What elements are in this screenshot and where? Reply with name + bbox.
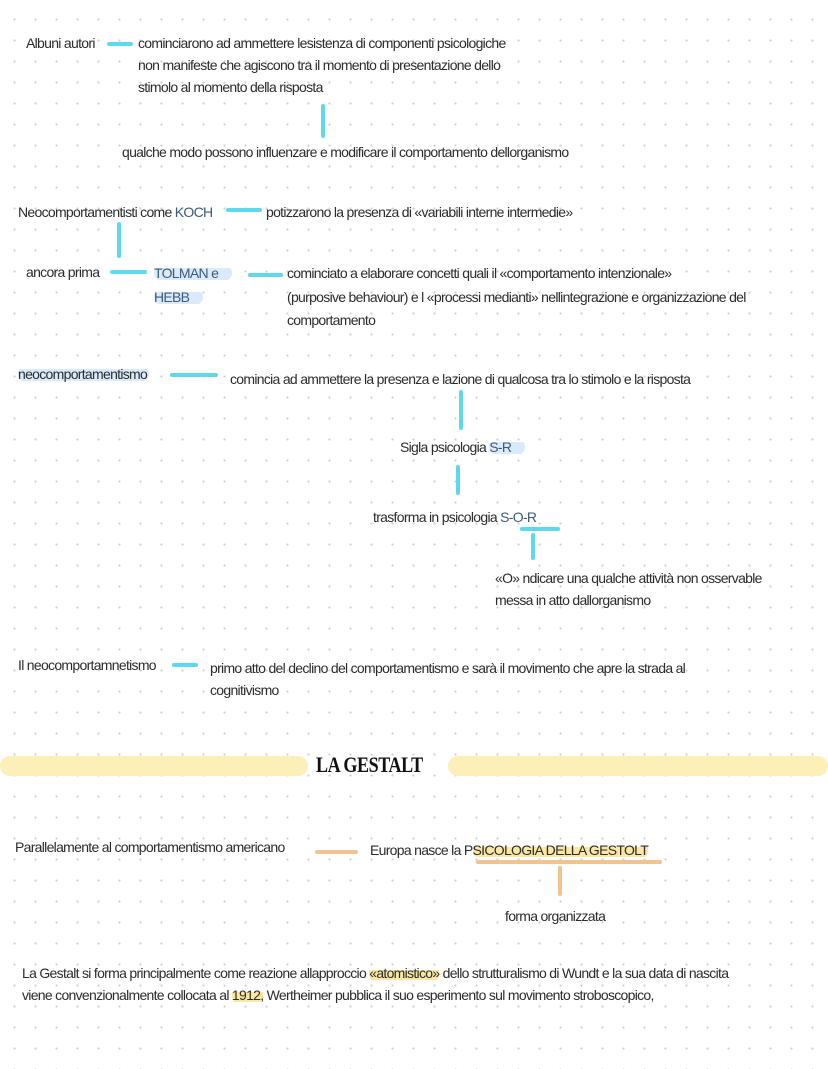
connector [107, 42, 133, 46]
sr-text: S-R [489, 439, 525, 455]
highlighted-text: SICOLOGIA DELLA GESTOLT [472, 842, 649, 858]
title-banner-right [448, 756, 828, 776]
note-line: comportamento [287, 312, 376, 328]
note-line: comincia ad ammettere la presenza e lazione di qualcosa tra lo stimolo e la risposta [230, 371, 691, 387]
connector [172, 663, 198, 667]
text: dello strutturalismo di Wundt e la sua data di nascita [439, 965, 729, 981]
label-text: neocomportamentismo [18, 366, 148, 382]
label-text: trasforma in psicologia [373, 509, 501, 525]
note-line: Parallelamente al comportamentismo americano [15, 839, 285, 855]
label-text: Sigla psicologia [400, 439, 490, 455]
label-neocomportamentismo [18, 363, 149, 385]
connector [321, 104, 325, 138]
connector [315, 850, 358, 854]
text: viene convenzionalmente collocata al [22, 987, 232, 1003]
label-text: Europa nasce la P [370, 842, 473, 858]
label-text: Neocomportamentisti come [18, 204, 175, 220]
underline [520, 527, 560, 531]
name-tolman [154, 262, 232, 284]
connector [117, 222, 121, 258]
connector [456, 465, 460, 495]
title-banner-left [0, 756, 308, 776]
underline [476, 860, 662, 864]
connector [226, 208, 262, 212]
label-il-neocomportamentismo: Il neocomportamnetismo [18, 657, 156, 673]
section-title: LA GESTALT [316, 752, 423, 777]
label-ancora-prima: ancora prima [26, 264, 100, 280]
text: Wertheimer pubblica il suo esperimento sul movimento stroboscopico, [263, 987, 654, 1003]
note-line: cominciato a elaborare concetti quali il «comportamento intenzionale» [287, 265, 672, 281]
trasforma-sor [373, 506, 536, 528]
note-line: primo atto del declino del comportamentismo e sarà il movimento che apre la strada al [210, 660, 686, 676]
note-line: potizzarono la presenza di «variabili interne intermedie» [266, 204, 573, 220]
highlighted-text: 1912, [231, 987, 264, 1003]
note-line: non manifeste che agiscono tra il momento di presentazione dello [138, 57, 501, 73]
note-line: (purposive behaviour) e l «processi medianti» nellintegrazione e organizzazione del [287, 289, 746, 305]
connector [110, 270, 147, 274]
note-line: qualche modo possono influenzare e modificare il comportamento dellorganismo [122, 144, 569, 160]
note-line: stimolo al momento della risposta [138, 79, 323, 95]
label-alcuni-autori: Albuni autori [26, 35, 95, 51]
note-line: forma organizzata [505, 908, 606, 924]
connector [459, 390, 463, 430]
label-neocomportamentisti [18, 201, 212, 223]
highlighted-text: «atomistico» [369, 965, 440, 981]
paragraph-line [22, 962, 728, 984]
note-line: «O» ndicare una qualche attività non osservable [495, 570, 762, 586]
psicologia-gestalt [370, 839, 648, 861]
connector [558, 866, 562, 896]
name-koch: KOCH [174, 204, 213, 220]
connector [170, 373, 218, 377]
sor-text: S-O-R [500, 509, 537, 525]
name-hebb [154, 286, 203, 308]
connector [531, 533, 535, 560]
text: La Gestalt si forma principalmente come reazione allapproccio [22, 965, 370, 981]
note-line: cognitivismo [210, 682, 279, 698]
paragraph-line [22, 984, 654, 1006]
connector [248, 273, 283, 277]
note-line: messa in atto dallorganismo [495, 592, 651, 608]
sigla-sr [400, 436, 525, 458]
name-text: HEBB [154, 289, 203, 305]
note-line: cominciarono ad ammettere lesistenza di componenti psicologiche [138, 35, 506, 51]
name-text: TOLMAN e [154, 265, 232, 281]
